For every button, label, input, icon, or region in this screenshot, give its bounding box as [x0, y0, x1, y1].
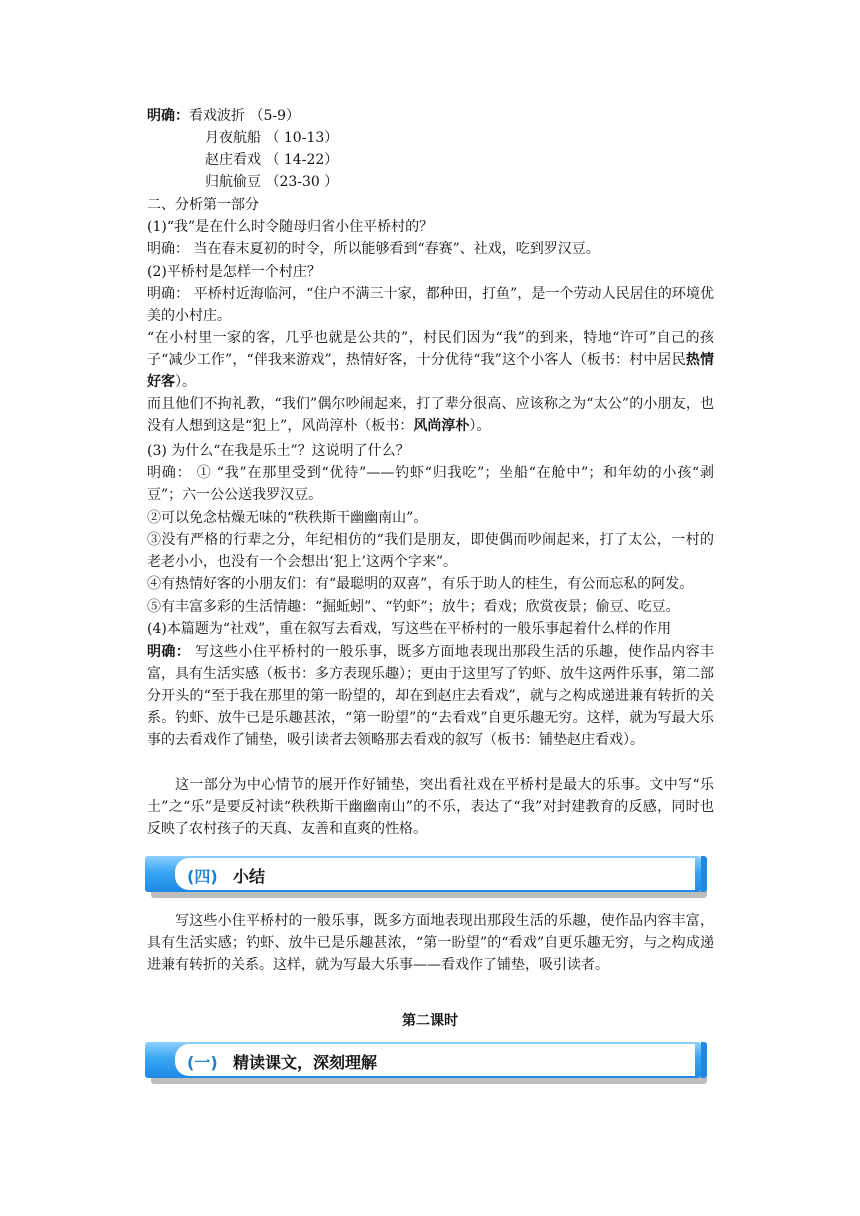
answer-2-para-3	[147, 393, 714, 437]
question-4: (4)本篇题为“社戏”，重在叙写去看戏，写这些在平桥村的一般乐事起着什么样的作用	[147, 621, 672, 637]
answer-3-para-2: ②可以免念枯燥无味的“秩秩斯干幽幽南山”。	[147, 510, 428, 526]
question-1: (1)“我”是在什么时令随母归省小住平桥村的？	[147, 219, 434, 235]
board-note-hospitable: 热情好客	[147, 352, 715, 390]
answer-4-text: 写这些小住平桥村的一般乐事，既多方面地表现出那段生活的乐趣，使作品内容丰富，具有生活实感（板书：多方表现乐趣）；更由于这里写了钓虾、放牛这两件乐事，第二部分开头的“至于我在那里的第一盼望的，却在到赵庄去看戏”，就与之构成递进兼有转折的关系。钓虾、放牛已是乐趣甚浓，“第一盼望”的“去看戏”自更乐趣无穷。这样，就为写最大乐事的去看戏作了铺垫，吸引读者去领略那去看戏的叙写（板书：铺垫赵庄看戏）。	[147, 644, 715, 748]
banner-title: 小结	[233, 867, 266, 886]
answer-3-para-1: 明确： ① “我”在那里受到“优待”——钓虾“归我吃”；坐船“在舱中”；和年幼的小孩“剥豆”；六一公公送我罗汉豆。	[147, 465, 714, 503]
outline-item-4: 归航偷豆 （23-30 ）	[205, 174, 339, 190]
answer-2-para-3-text: 而且他们不拘礼教，“我们”偶尔吵闹起来，打了辈分很高、应该称之为“太公”的小朋友，也没有人想到这是“犯上”，风尚淳朴（板书：	[147, 396, 714, 434]
banner-end-cap	[701, 1042, 707, 1078]
answer-3-para-5: ⑤有丰富多彩的生活情趣：“掘蚯蚓”、“钓虾”；放牛；看戏；欣赏夜景；偷豆、吃豆。	[147, 599, 680, 615]
outline-text-1: 看戏波折 （5-9）	[189, 108, 300, 124]
banner-number: (四)	[187, 867, 218, 886]
answer-1: 明确： 当在春末夏初的时令，所以能够看到“春赛”、社戏，吃到罗汉豆。	[147, 241, 600, 257]
answer-2-para-3-end: ）。	[469, 418, 491, 434]
lesson-heading: 第二课时	[402, 1013, 458, 1029]
answer-2-para-2-end: ）。	[175, 374, 196, 390]
outline-item-2: 月夜航船 （ 10-13）	[205, 130, 339, 146]
answer-2-para-2-text: “在小村里一家的客，几乎也就是公共的”，村民们因为“我”的到来，特地“许可”自己的孩子“减少工作”，“伴我来游戏”，热情好客，十分优待“我”这个小客人（板书：村中居民	[147, 330, 714, 368]
answer-4-label: 明确：	[147, 644, 191, 660]
outline-item-3: 赵庄看戏 （ 14-22）	[205, 152, 339, 168]
banner-number: (一)	[187, 1053, 218, 1072]
outline-item-1	[147, 108, 717, 124]
question-2: (2)平桥村是怎样一个村庄？	[147, 264, 321, 280]
section-banner-summary	[145, 856, 707, 900]
banner-title: 精读课文，深刻理解	[233, 1053, 378, 1072]
outline-label: 明确：	[147, 108, 189, 124]
board-note-simple-customs: 风尚淳朴	[413, 418, 470, 434]
answer-3-para-3: ③没有严格的行辈之分，年纪相仿的“我们是朋友，即使偶而吵闹起来，打了太公，一村的老老小小，也没有一个会想出‘犯上’这两个字来”。	[147, 532, 714, 570]
summary-paragraph: 写这些小住平桥村的一般乐事，既多方面地表现出那段生活的乐趣，使作品内容丰富，具有生活实感；钓虾、放牛已是乐趣甚浓，“第一盼望”的“看戏”自更乐趣无穷，与之构成递进兼有转折的关系。这样，就为写最大乐事——看戏作了铺垫，吸引读者。	[147, 913, 714, 973]
answer-2-para-2	[147, 327, 714, 393]
answer-2-para-1: 明确： 平桥村近海临河，“住户不满三十家，都种田，打鱼”，是一个劳动人民居住的环境优美的小村庄。	[147, 286, 714, 324]
banner-end-cap	[701, 856, 707, 892]
section-banner-close-reading	[145, 1042, 707, 1086]
section-heading: 二、分析第一部分	[147, 197, 259, 213]
answer-4	[147, 641, 714, 751]
answer-3-para-4: ④有热情好客的小朋友们：有“最聪明的双喜”，有乐于助人的桂生，有公而忘私的阿发。	[147, 576, 694, 592]
question-3: (3) 为什么“在我是乐土”？这说明了什么？	[147, 443, 410, 459]
section-summary-paragraph: 这一部分为中心情节的展开作好铺垫，突出看社戏在平桥村是最大的乐事。文中写“乐土”之“乐”是要反衬读“秩秩斯干幽幽南山”的不乐，表达了“我”对封建教育的反感，同时也反映了农村孩子的天真、友善和直爽的性格。	[147, 777, 714, 837]
